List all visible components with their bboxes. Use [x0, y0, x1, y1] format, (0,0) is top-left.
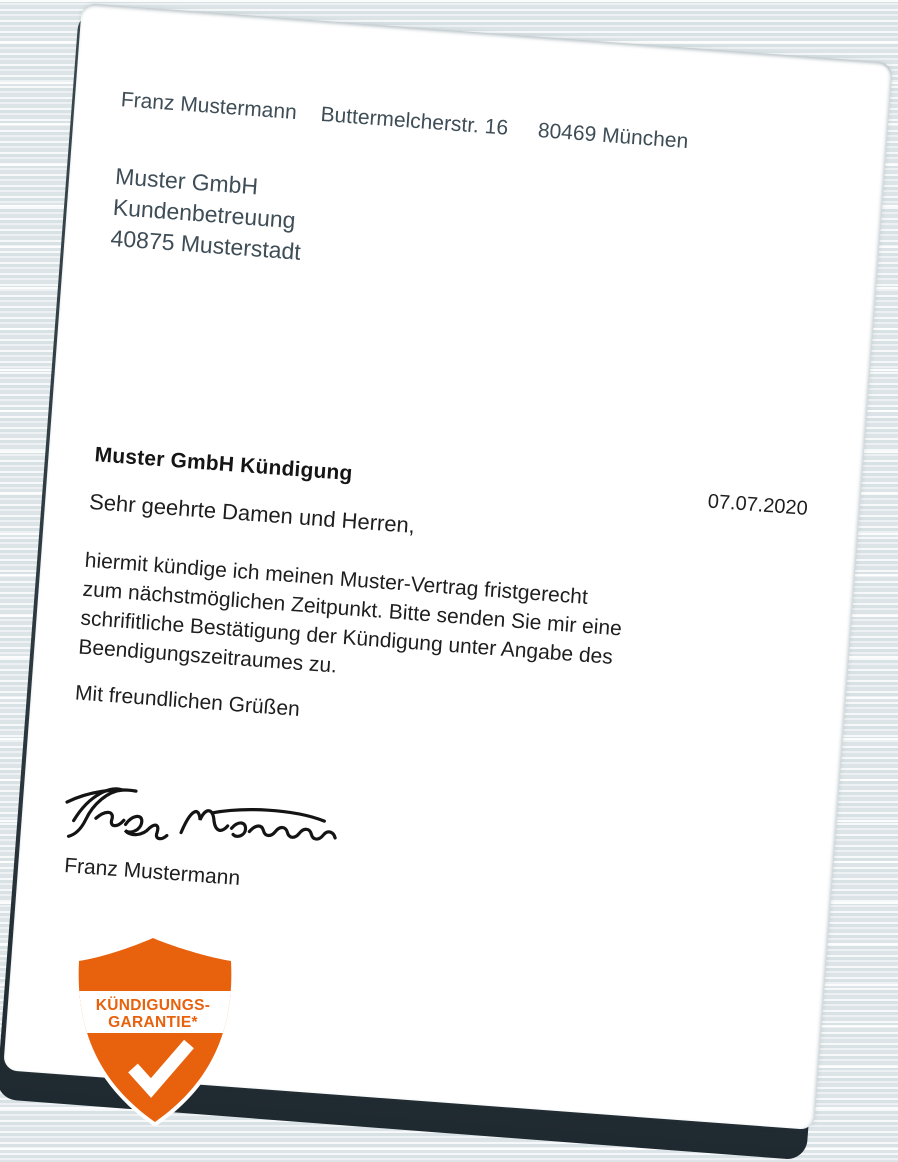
letter-date: 07.07.2020	[707, 490, 809, 520]
recipient-block	[110, 161, 307, 268]
typed-signature-name: Franz Mustermann	[63, 854, 241, 891]
badge-text-line2: GARANTIE*	[108, 1014, 198, 1031]
guarantee-badge	[66, 930, 240, 1130]
recipient-department: Kundenbetreuung	[112, 193, 297, 234]
salutation: Sehr geehrte Damen und Herren,	[88, 488, 416, 538]
letter-body-text: hiermit kündige ich meinen Muster-Vertrag fristgerecht zum nächstmöglichen Zeitpunkt. Bitte senden Sie mir eine schrifitliche Bestätigung der Kündigung unter Angabe des Beendigungszeitraumes zu.	[77, 548, 623, 678]
closing-line: Mit freundlichen Grüßen	[74, 681, 301, 721]
signature-image	[60, 772, 375, 870]
sender-city: 80469 München	[537, 119, 690, 154]
recipient-city: 40875 Musterstadt	[109, 224, 302, 265]
subject-line: Muster GmbH Kündigung	[93, 443, 354, 486]
sender-name: Franz Mustermann	[120, 88, 298, 125]
recipient-company: Muster GmbH	[114, 162, 260, 200]
badge-text-line1: KÜNDIGUNGS-	[95, 997, 211, 1014]
sender-street: Buttermelcherstr. 16	[319, 102, 509, 140]
sender-line	[120, 88, 689, 154]
